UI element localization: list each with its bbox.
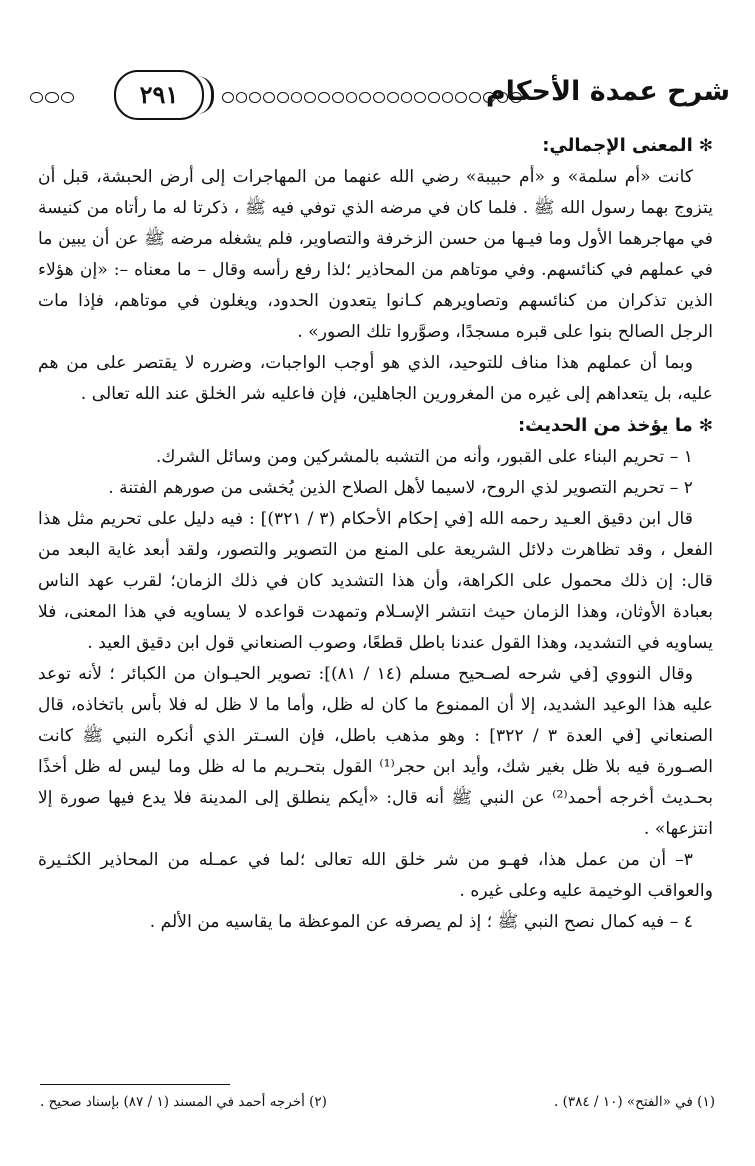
- section-heading-lessons: ✻ما يؤخذ من الحديث:: [517, 415, 713, 436]
- paragraph: وقال النووي [في شرحه لصـحيح مسلم (١٤ / ٨١)]: تصوير الحيـوان من الكبائر ؛ لأنه توعد عليه هذا الوعيد الشديد، إلا أن الممنوع ما كان له ظل، وأما ما لا ظل له فلا بأس باتخاذه، قال الصنعاني [في العدة ٣ / ٣٢٢] : وهو مذهب باطل، فإن السـتر الذي أنكره النبي ﷺ كانت الصـورة فيه بلا ظل بغير شك، وأيد ابن حجر⁽¹⁾ القول بتحـريم ما له ظل وما ليس له ظل أخذًا بحـديث أخرجه أحمد⁽²⁾ عن النبي ﷺ أنه قال: «أيكم ينطلق إلى المدينة فلا يدع فيها صورة إلا انتزعها» .: [38, 664, 714, 839]
- paragraph: قال ابن دقيق العـيد رحمه الله [في إحكام الأحكام (٣ / ٣٢١)] : فيه دليل على تحريم مثل هذا الفعل ، وقد تظاهرت دلائل الشريعة على المنع من التصوير والتصور، ولقد أبعد غاية البعد من قال: إن ذلك محمول على الكراهة، وأن هذا التشديد كان في ذلك الزمان؛ لقرب عهد الناس بعبادة الأوثان، وهذا الزمان حيث انتشر الإسـلام وتمهدت قواعده لا يساويه في هذا المعنى، فلا يساويه في التشديد، وهذا القول عندنا باطل قطعًا، وصوب الصنعاني قول ابن دقيق العيد .: [38, 509, 713, 653]
- footnote-divider: [40, 1084, 230, 1085]
- decorative-chain-small: [30, 92, 74, 104]
- footnote: (٢) أخرجه أحمد في المسند (١ / ٨٧) بإسناد صحيح .: [40, 1094, 327, 1110]
- main-text: [38, 130, 713, 938]
- list-item: ٤ – فيه كمال نصح النبي ﷺ ؛ إذ لم يصرفه عن الموعظة ما يقاسيه من الألم .: [149, 912, 693, 932]
- list-item: ٢ – تحريم التصوير لذي الروح، لاسيما لأهل الصلاح الذين يُخشى من صورهم الفتنة .: [108, 478, 693, 498]
- decorative-chain: [222, 92, 522, 104]
- section-heading-summary: ✻المعنى الإجمالي:: [542, 135, 713, 156]
- page-header: [30, 68, 730, 128]
- footnotes: [40, 1094, 715, 1110]
- star-icon: ✻: [698, 136, 713, 156]
- page-number: ٢٩١: [114, 70, 204, 120]
- book-title: شرح عمدة الأحكام: [485, 76, 730, 107]
- list-item: ٣– أن من عمل هذا، فهـو من شر خلق الله تعالى ؛لما في عمـله من المحاذير الكثـيرة والعواقب الوخيمة عليه وعلى غيره .: [38, 850, 713, 901]
- footnote: (١) في «الفتح» (١٠ / ٣٨٤) .: [554, 1094, 715, 1110]
- list-item: ١ – تحريم البناء على القبور، وأنه من التشبه بالمشركين ومن وسائل الشرك.: [155, 447, 693, 467]
- paragraph: وبما أن عملهم هذا مناف للتوحيد، الذي هو أوجب الواجبات، وضرره لا يقتصر على من هم عليه، بل يتعداهم إلى غيره من المغرورين الجاهلين، فإن فاعليه شر الخلق عند الله تعالى .: [38, 353, 713, 404]
- paragraph: كانت «أم سلمة» و «أم حبيبة» رضي الله عنهما من المهاجرات إلى أرض الحبشة، قبل أن يتزوج بهما رسول الله ﷺ . فلما كان في مرضه الذي توفي فيه ﷺ ، ذكرتا له ما رأتاه من كنيسة في مهاجرهما الأول وما فيـها من حسن الزخرفة والتصاوير، فلم يشغله مرضه ﷺ عن أن يبين ما في عملهم في كنائسهم. وفي موتاهم من المحاذير ؛لذا رفع رأسه وقال – ما معناه –: «إن هؤلاء الذين تذكران من كنائسهم وتصاويرهم كـانوا يتعدون الحدود، ويغلون في موتاهم، فإذا مات الرجل الصالح بنوا على قبره مسجدًا، وصوَّروا تلك الصور» .: [38, 167, 713, 342]
- star-icon: ✻: [698, 416, 713, 436]
